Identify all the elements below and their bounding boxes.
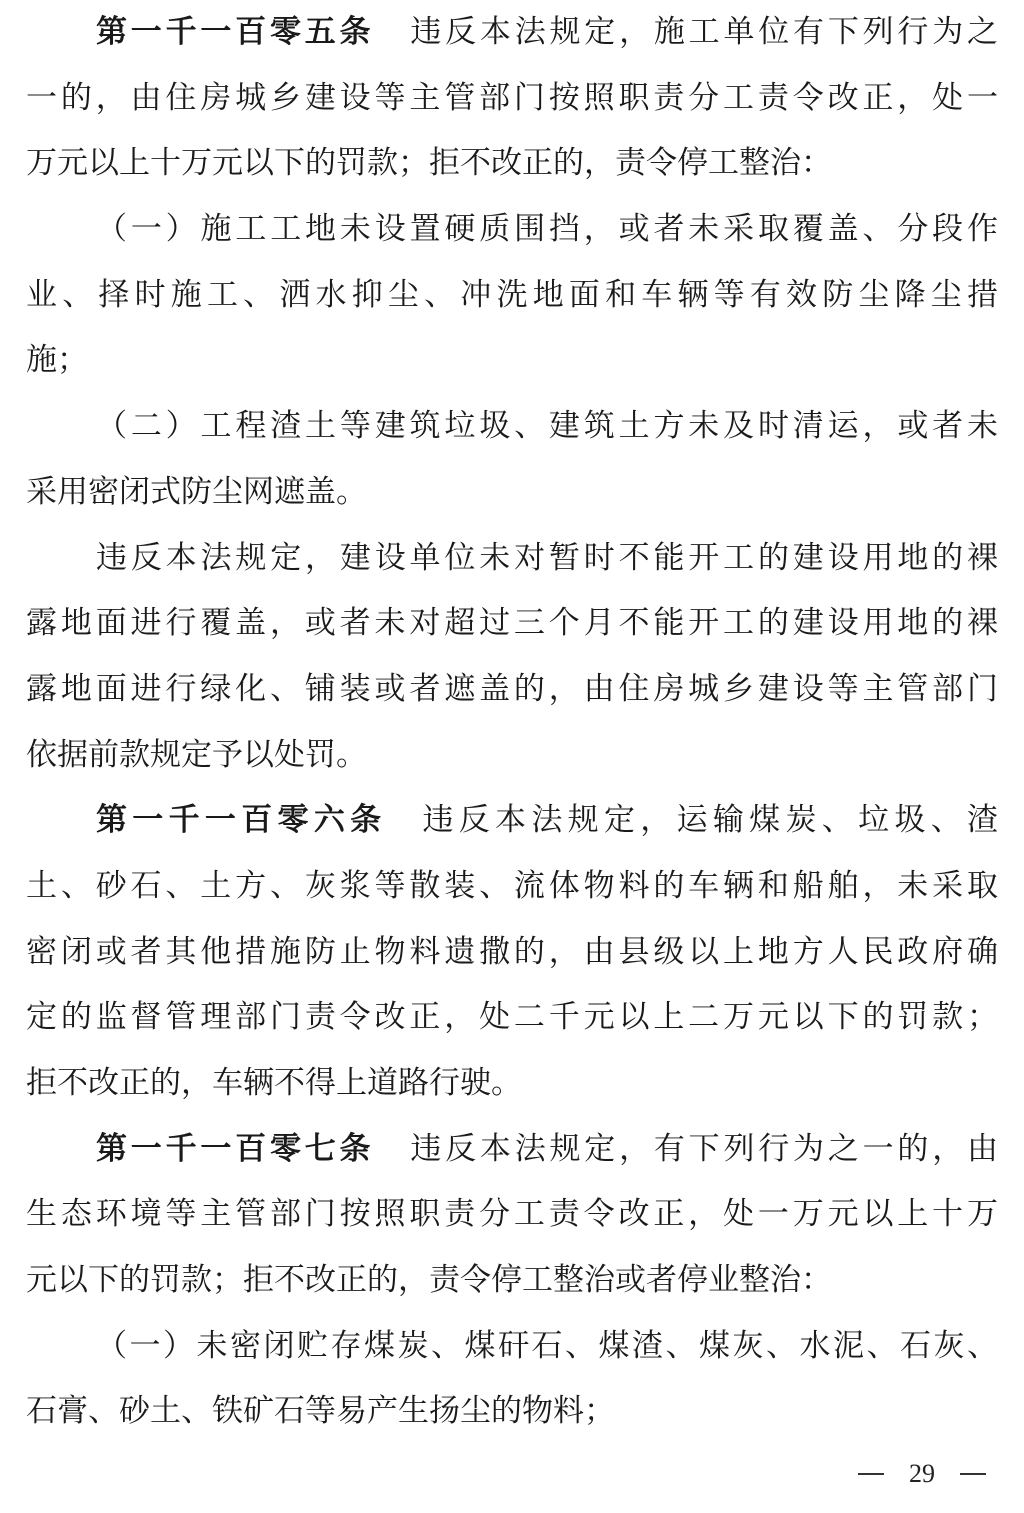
article-1106-line-4: 定的监督管理部门责令改正，处二千元以上二万元以下的罚款； (26, 999, 998, 1036)
article-1107-line-2: 生态环境等主管部门按照职责分工责令改正，处一万元以上十万 (26, 1196, 998, 1233)
article-1106-line-3: 密闭或者其他措施防止物料遗撒的，由县级以上地方人民政府确 (26, 933, 998, 970)
page-footer (858, 1454, 986, 1494)
article-1105-para-2-line-1: 违反本法规定，建设单位未对暂时不能开工的建设用地的裸 (96, 539, 998, 576)
article-1107-heading: 第一千一百零七条 (96, 1130, 375, 1167)
article-1106-heading: 第一千一百零六条 (96, 802, 387, 839)
article-1105-line-3: 万元以上十万元以下的罚款；拒不改正的，责令停工整治： (26, 145, 832, 182)
article-1105-text: 违反本法规定，施工单位有下列行为之 (410, 14, 999, 50)
article-1105-item-1-line-1: （一）施工工地未设置硬质围挡，或者未采取覆盖、分段作 (96, 211, 998, 248)
article-1106-text: 违反本法规定，运输煤炭、垃圾、渣 (422, 802, 999, 839)
article-1105-item-1-line-2: 业、择时施工、洒水抑尘、冲洗地面和车辆等有效防尘降尘措 (26, 276, 998, 313)
article-1105-item-2-line-2: 采用密闭式防尘网遮盖。 (26, 473, 367, 510)
article-1105-item-2-line-1: （二）工程渣土等建筑垃圾、建筑土方未及时清运，或者未 (96, 408, 998, 445)
article-1106-line-5: 拒不改正的，车辆不得上道路行驶。 (26, 1065, 522, 1101)
footer-right-dash (960, 1473, 986, 1475)
article-1105-line-1 (26, 0, 998, 66)
article-1105-para-2-line-2: 露地面进行覆盖，或者未对超过三个月不能开工的建设用地的裸 (26, 605, 998, 642)
article-1107-line-3: 元以下的罚款；拒不改正的，责令停工整治或者停业整治： (26, 1262, 832, 1299)
article-1106-line-2: 土、砂石、土方、灰浆等散装、流体物料的车辆和船舶，未采取 (26, 867, 998, 904)
article-1107-text: 违反本法规定，有下列行为之一的，由 (410, 1130, 999, 1167)
document-page (26, 0, 998, 1445)
article-1106-line-1 (26, 788, 998, 854)
footer-left-dash (858, 1473, 884, 1475)
page-number: 29 (909, 1459, 935, 1488)
article-1105-item-1-line-3: 施； (26, 342, 88, 379)
article-1105-line-2: 一的，由住房城乡建设等主管部门按照职责分工责令改正，处一 (26, 79, 998, 116)
article-1105-para-2-line-3: 露地面进行绿化、铺装或者遮盖的，由住房城乡建设等主管部门 (26, 670, 998, 707)
article-1107-line-1 (26, 1117, 998, 1183)
article-1105-heading: 第一千一百零五条 (96, 14, 375, 50)
article-1107-item-1-line-2: 石膏、砂土、铁矿石等易产生扬尘的物料； (26, 1393, 615, 1430)
article-1105-para-2-line-4: 依据前款规定予以处罚。 (26, 736, 367, 773)
article-1107-item-1-line-1: （一）未密闭贮存煤炭、煤矸石、煤渣、煤灰、水泥、石灰、 (96, 1327, 998, 1364)
